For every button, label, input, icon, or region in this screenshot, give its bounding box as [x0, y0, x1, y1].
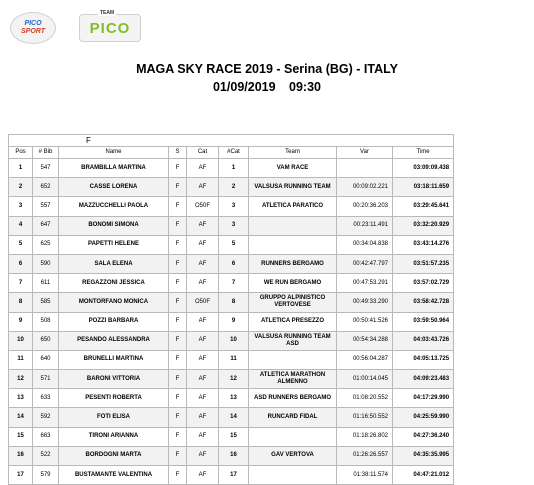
- cell-sex: F: [169, 370, 187, 389]
- cell-sex: F: [169, 350, 187, 369]
- cell-sex: F: [169, 159, 187, 178]
- cell-name: MAZZUCCHELLI PAOLA: [59, 197, 169, 216]
- cell-bib: 592: [33, 408, 59, 427]
- table-row: [9, 331, 454, 350]
- cell-bib: 650: [33, 331, 59, 350]
- cell-team: VALSUSA RUNNING TEAM: [249, 178, 337, 197]
- cell-team: ASD RUNNERS BERGAMO: [249, 389, 337, 408]
- cell-cat: AF: [187, 427, 219, 446]
- cell-team: ATLETICA MARATHON ALMENNO: [249, 370, 337, 389]
- cell-cat: AF: [187, 159, 219, 178]
- cell-sex: F: [169, 446, 187, 465]
- cell-name: PESENTI ROBERTA: [59, 389, 169, 408]
- group-header: F: [9, 135, 454, 147]
- table-row: [9, 293, 454, 312]
- cell-time: 04:27:36.240: [393, 427, 454, 446]
- cell-sex: F: [169, 178, 187, 197]
- cell-cat: AF: [187, 466, 219, 485]
- cell-cat: AF: [187, 350, 219, 369]
- column-header-cat: Cat: [187, 147, 219, 159]
- cell-var: 00:34:04.838: [337, 235, 393, 254]
- cell-time: 04:05:13.725: [393, 350, 454, 369]
- column-header-row: [9, 147, 454, 159]
- cell-var: 00:20:36.203: [337, 197, 393, 216]
- logo-line-2: SPORT: [21, 28, 45, 35]
- cell-pos: 17: [9, 466, 33, 485]
- cell-cat-rank: 15: [219, 427, 249, 446]
- cell-sex: F: [169, 312, 187, 331]
- cell-pos: 6: [9, 254, 33, 273]
- cell-name: FOTI ELISA: [59, 408, 169, 427]
- cell-cat-rank: 16: [219, 446, 249, 465]
- cell-time: 03:59:50.964: [393, 312, 454, 331]
- cell-var: 00:42:47.797: [337, 254, 393, 273]
- cell-name: BARONI VITTORIA: [59, 370, 169, 389]
- cell-sex: F: [169, 216, 187, 235]
- cell-cat: AF: [187, 274, 219, 293]
- cell-sex: F: [169, 389, 187, 408]
- cell-var: 01:08:20.552: [337, 389, 393, 408]
- cell-team: [249, 350, 337, 369]
- cell-cat-rank: 9: [219, 312, 249, 331]
- cell-cat: AF: [187, 178, 219, 197]
- column-header-cat-rank: #Cat: [219, 147, 249, 159]
- cell-time: 03:29:45.641: [393, 197, 454, 216]
- cell-bib: 571: [33, 370, 59, 389]
- cell-cat-rank: 3: [219, 197, 249, 216]
- column-header-name: Name: [59, 147, 169, 159]
- cell-team: [249, 427, 337, 446]
- cell-time: 04:09:23.483: [393, 370, 454, 389]
- cell-name: CASSE LORENA: [59, 178, 169, 197]
- cell-sex: F: [169, 466, 187, 485]
- cell-bib: 557: [33, 197, 59, 216]
- cell-cat-rank: 14: [219, 408, 249, 427]
- cell-name: PESANDO ALESSANDRA: [59, 331, 169, 350]
- cell-sex: F: [169, 427, 187, 446]
- cell-pos: 14: [9, 408, 33, 427]
- table-row: [9, 197, 454, 216]
- column-header-pos: Pos: [9, 147, 33, 159]
- table-row: [9, 427, 454, 446]
- cell-pos: 10: [9, 331, 33, 350]
- cell-cat: O50F: [187, 293, 219, 312]
- cell-time: 04:25:59.990: [393, 408, 454, 427]
- cell-cat: AF: [187, 254, 219, 273]
- cell-bib: 547: [33, 159, 59, 178]
- cell-cat: AF: [187, 331, 219, 350]
- cell-var: 00:23:11.491: [337, 216, 393, 235]
- cell-cat: AF: [187, 235, 219, 254]
- cell-var: 01:26:26.557: [337, 446, 393, 465]
- cell-cat: AF: [187, 389, 219, 408]
- cell-pos: 4: [9, 216, 33, 235]
- table-row: [9, 446, 454, 465]
- cell-cat-rank: 13: [219, 389, 249, 408]
- column-header-bib: # Bib: [33, 147, 59, 159]
- cell-sex: F: [169, 254, 187, 273]
- cell-team: GAV VERTOVA: [249, 446, 337, 465]
- cell-sex: F: [169, 197, 187, 216]
- cell-name: POZZI BARBARA: [59, 312, 169, 331]
- cell-cat-rank: 17: [219, 466, 249, 485]
- cell-team: WE RUN BERGAMO: [249, 274, 337, 293]
- cell-var: 00:49:33.290: [337, 293, 393, 312]
- cell-bib: 508: [33, 312, 59, 331]
- pico-sport-logo: [10, 12, 56, 44]
- cell-var: 01:16:50.552: [337, 408, 393, 427]
- results-body: [9, 159, 454, 485]
- cell-bib: 640: [33, 350, 59, 369]
- cell-sex: F: [169, 331, 187, 350]
- cell-sex: F: [169, 235, 187, 254]
- cell-name: PAPETTI HELENE: [59, 235, 169, 254]
- cell-team: GRUPPO ALPINISTICO VERTOVESE: [249, 293, 337, 312]
- cell-team: [249, 216, 337, 235]
- cell-pos: 16: [9, 446, 33, 465]
- cell-time: 03:32:20.929: [393, 216, 454, 235]
- cell-bib: 585: [33, 293, 59, 312]
- cell-time: 03:18:11.659: [393, 178, 454, 197]
- table-row: [9, 254, 454, 273]
- cell-name: BONOMI SIMONA: [59, 216, 169, 235]
- results-table: [8, 134, 454, 485]
- cell-bib: 579: [33, 466, 59, 485]
- cell-name: BRUNELLI MARTINA: [59, 350, 169, 369]
- cell-bib: 647: [33, 216, 59, 235]
- cell-pos: 15: [9, 427, 33, 446]
- cell-pos: 13: [9, 389, 33, 408]
- cell-time: 03:57:02.729: [393, 274, 454, 293]
- cell-var: 01:18:26.802: [337, 427, 393, 446]
- cell-team: [249, 466, 337, 485]
- cell-cat-rank: 12: [219, 370, 249, 389]
- cell-bib: 652: [33, 178, 59, 197]
- cell-sex: F: [169, 293, 187, 312]
- logo-text: PICO: [89, 19, 131, 37]
- cell-pos: 1: [9, 159, 33, 178]
- cell-cat-rank: 1: [219, 159, 249, 178]
- race-datetime: 01/09/2019 09:30: [212, 80, 321, 94]
- cell-bib: 590: [33, 254, 59, 273]
- table-row: [9, 389, 454, 408]
- cell-var: 00:47:53.291: [337, 274, 393, 293]
- cell-cat: AF: [187, 216, 219, 235]
- cell-pos: 5: [9, 235, 33, 254]
- cell-team: [249, 235, 337, 254]
- cell-pos: 8: [9, 293, 33, 312]
- race-title: MAGA SKY RACE 2019 - Serina (BG) - ITALY: [136, 62, 398, 76]
- cell-team: RUNCARD FIDAL: [249, 408, 337, 427]
- column-header-time: Time: [393, 147, 454, 159]
- cell-pos: 9: [9, 312, 33, 331]
- cell-pos: 2: [9, 178, 33, 197]
- cell-cat: O50F: [187, 197, 219, 216]
- cell-time: 04:17:29.990: [393, 389, 454, 408]
- cell-name: REGAZZONI JESSICA: [59, 274, 169, 293]
- cell-pos: 7: [9, 274, 33, 293]
- column-header-var: Var: [337, 147, 393, 159]
- cell-time: 03:51:57.235: [393, 254, 454, 273]
- cell-cat-rank: 2: [219, 178, 249, 197]
- cell-name: MONTORFANO MONICA: [59, 293, 169, 312]
- table-row: [9, 235, 454, 254]
- table-row: [9, 216, 454, 235]
- cell-team: VALSUSA RUNNING TEAM ASD: [249, 331, 337, 350]
- cell-pos: 3: [9, 197, 33, 216]
- cell-cat-rank: 10: [219, 331, 249, 350]
- cell-name: BRAMBILLA MARTINA: [59, 159, 169, 178]
- table-row: [9, 312, 454, 331]
- cell-time: 04:03:43.726: [393, 331, 454, 350]
- table-row: [9, 466, 454, 485]
- cell-name: BORDOGNI MARTA: [59, 446, 169, 465]
- table-row: [9, 350, 454, 369]
- cell-time: 03:43:14.276: [393, 235, 454, 254]
- cell-cat-rank: 11: [219, 350, 249, 369]
- cell-var: 01:00:14.045: [337, 370, 393, 389]
- cell-cat-rank: 5: [219, 235, 249, 254]
- table-row: [9, 408, 454, 427]
- team-pico-logo: [79, 10, 141, 42]
- cell-team: VAM RACE: [249, 159, 337, 178]
- table-row: [9, 178, 454, 197]
- cell-cat-rank: 8: [219, 293, 249, 312]
- cell-time: 04:35:35.995: [393, 446, 454, 465]
- column-header-sex: S: [169, 147, 187, 159]
- cell-cat: AF: [187, 370, 219, 389]
- cell-cat-rank: 6: [219, 254, 249, 273]
- cell-var: 00:54:34.288: [337, 331, 393, 350]
- cell-name: TIRONI ARIANNA: [59, 427, 169, 446]
- cell-team: ATLETICA PARATICO: [249, 197, 337, 216]
- cell-time: 03:09:09.438: [393, 159, 454, 178]
- cell-bib: 611: [33, 274, 59, 293]
- cell-bib: 633: [33, 389, 59, 408]
- cell-var: 00:56:04.287: [337, 350, 393, 369]
- cell-sex: F: [169, 408, 187, 427]
- cell-var: 00:50:41.526: [337, 312, 393, 331]
- table-row: [9, 274, 454, 293]
- cell-cat: AF: [187, 446, 219, 465]
- table-row: [9, 159, 454, 178]
- table-row: [9, 370, 454, 389]
- cell-name: BUSTAMANTE VALENTINA: [59, 466, 169, 485]
- cell-cat: AF: [187, 408, 219, 427]
- cell-team: ATLETICA PRESEZZO: [249, 312, 337, 331]
- cell-pos: 11: [9, 350, 33, 369]
- cell-pos: 12: [9, 370, 33, 389]
- cell-time: 04:47:21.012: [393, 466, 454, 485]
- logo-line-1: PICO: [24, 20, 42, 27]
- cell-var: 00:09:02.221: [337, 178, 393, 197]
- cell-bib: 663: [33, 427, 59, 446]
- column-header-team: Team: [249, 147, 337, 159]
- cell-cat-rank: 3: [219, 216, 249, 235]
- cell-var: [337, 159, 393, 178]
- cell-bib: 625: [33, 235, 59, 254]
- cell-cat-rank: 7: [219, 274, 249, 293]
- logo-small-text: TEAM: [100, 10, 115, 16]
- cell-var: 01:38:11.574: [337, 466, 393, 485]
- cell-bib: 522: [33, 446, 59, 465]
- cell-name: SALA ELENA: [59, 254, 169, 273]
- cell-time: 03:58:42.728: [393, 293, 454, 312]
- cell-cat: AF: [187, 312, 219, 331]
- cell-team: RUNNERS BERGAMO: [249, 254, 337, 273]
- cell-sex: F: [169, 274, 187, 293]
